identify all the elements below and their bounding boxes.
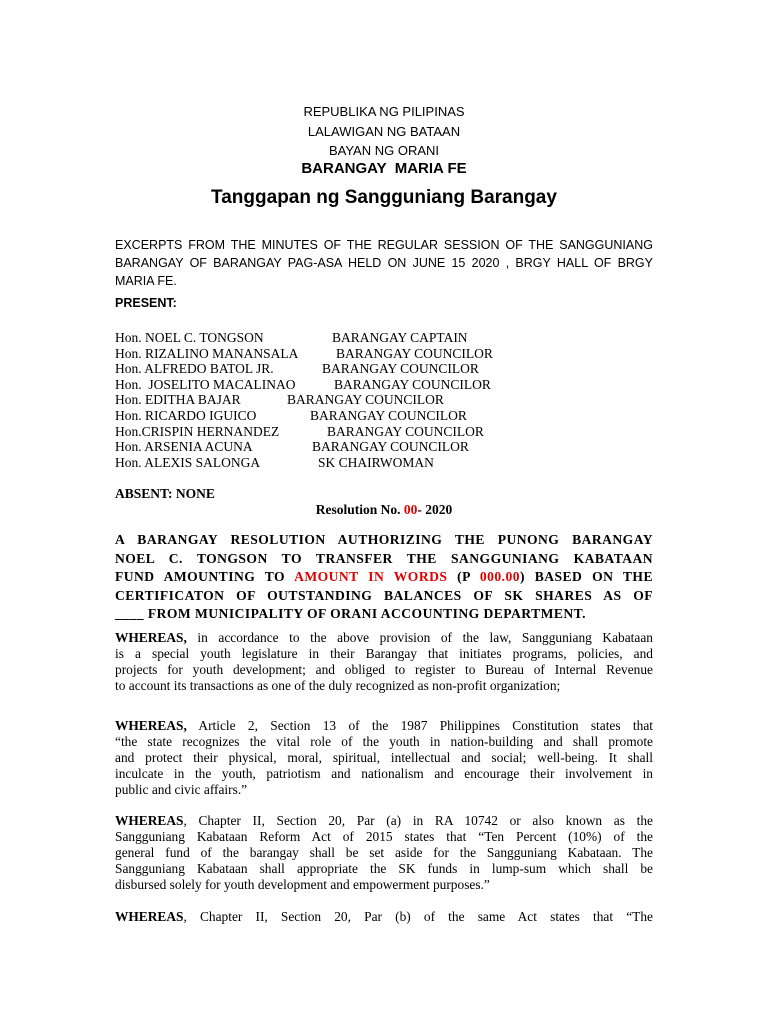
title-line: A BARANGAY RESOLUTION AUTHORIZING THE PUNONG BARANGAY (115, 532, 653, 547)
whereas-keyword: WHEREAS, (115, 718, 187, 733)
member-name: Hon. ALEXIS SALONGA (115, 454, 261, 470)
whereas-paragraph-1: WHEREAS, in accordance to the above provision of the law, Sangguniang Kabataan is a special youth legislature in their Barangay that initiates programs, policies, and projects for youth development; and obliged to register to Bureau of Internal Revenue to account its transactions as one of the duly recognized as non-profit organization; (115, 630, 653, 693)
whereas-keyword: WHEREAS, (115, 630, 187, 645)
member-position: BARANGAY COUNCILOR (322, 361, 479, 377)
member-name: Hon. RICARDO IGUICO (115, 407, 257, 423)
member-position: BARANGAY COUNCILOR (334, 376, 491, 392)
amount-value-placeholder: 000.00 (479, 569, 520, 584)
member-position: BARANGAY COUNCILOR (327, 423, 484, 439)
header-province: LALAWIGAN NG BATAAN (307, 124, 461, 139)
excerpt-paragraph: EXCERPTS FROM THE MINUTES OF THE REGULAR SESSION OF THE SANGGUNIANG BARANGAY OF BARANGAY PAG-ASA HELD ON JUNE 15 2020 , BRGY HALL OF BRGY MARIA FE. (115, 238, 653, 288)
resolution-number (0, 502, 768, 518)
header-municipality: BAYAN NG ORANI (328, 143, 440, 158)
member-position: BARANGAY COUNCILOR (336, 345, 493, 361)
member-position: BARANGAY COUNCILOR (312, 439, 469, 455)
header-republic: REPUBLIKA NG PILIPINAS (303, 104, 465, 119)
resolution-number-value: 00 (403, 502, 418, 517)
member-name: Hon. NOEL C. TONGSON (115, 330, 264, 345)
whereas-paragraph-4: WHEREAS, Chapter II, Section 20, Par (b) of the same Act states that “The (115, 909, 653, 924)
member-position: BARANGAY COUNCILOR (310, 407, 467, 423)
member-name: Hon. ARSENIA ACUNA (115, 439, 253, 455)
resolution-year: - 2020 (417, 502, 453, 517)
whereas-paragraph-2: WHEREAS, Article 2, Section 13 of the 1987 Philippines Constitution states that “the state recognizes the vital role of the youth in nation-building and shall promote and protect their physical, moral, spiritual, intellectual and social; well-being. It shall inculcate in the youth, patriotism and nationalism and encourage their involvement in public and civic affairs.” (115, 718, 653, 797)
whereas-keyword: WHEREAS (115, 813, 184, 828)
title-line: ____ FROM MUNICIPALITY OF ORANI ACCOUNTING DEPARTMENT. (115, 606, 587, 621)
member-name: Hon. ALFREDO BATOL JR. (115, 361, 274, 377)
resolution-title (115, 531, 653, 624)
title-line: NOEL C. TONGSON TO TRANSFER THE SANGGUNIANG KABATAAN (115, 550, 653, 566)
member-position: BARANGAY COUNCILOR (287, 392, 444, 408)
header-barangay: BARANGAY MARIA FE (301, 160, 467, 177)
member-name: Hon. RIZALINO MANANSALA (115, 345, 299, 361)
member-position: SK CHAIRWOMAN (318, 454, 434, 470)
whereas-keyword: WHEREAS (115, 909, 184, 924)
member-position: BARANGAY CAPTAIN (332, 330, 468, 345)
member-name: Hon.CRISPIN HERNANDEZ (115, 423, 280, 439)
amount-in-words-placeholder: AMOUNT IN WORDS (294, 569, 448, 584)
whereas-paragraph-3: WHEREAS, Chapter II, Section 20, Par (a) in RA 10742 or also known as the Sangguniang Kabataan Reform Act of 2015 states that “Ten Percent (10%) of the general fund of the barangay shall be set aside for the Sangguniang Kabataan. The Sangguniang Kabataan shall appropriate the SK funds in lump-sum which shall be disbursed solely for youth development and empowerment purposes.” (115, 813, 653, 892)
absent-line: ABSENT: NONE (115, 486, 215, 501)
title-line: CERTIFICATON OF OUTSTANDING BALANCES OF SK SHARES AS OF (115, 587, 653, 603)
office-title: Tanggapan ng Sangguniang Barangay (211, 187, 557, 208)
member-name: Hon. EDITHA BAJAR (115, 392, 241, 408)
member-name: Hon. JOSELITO MACALINAO (115, 376, 296, 392)
resolution-prefix: Resolution No. (315, 502, 404, 517)
title-line: FUND AMOUNTING TO AMOUNT IN WORDS (P 000.00) BASED ON THE (115, 569, 653, 584)
present-label: PRESENT: (115, 296, 177, 310)
